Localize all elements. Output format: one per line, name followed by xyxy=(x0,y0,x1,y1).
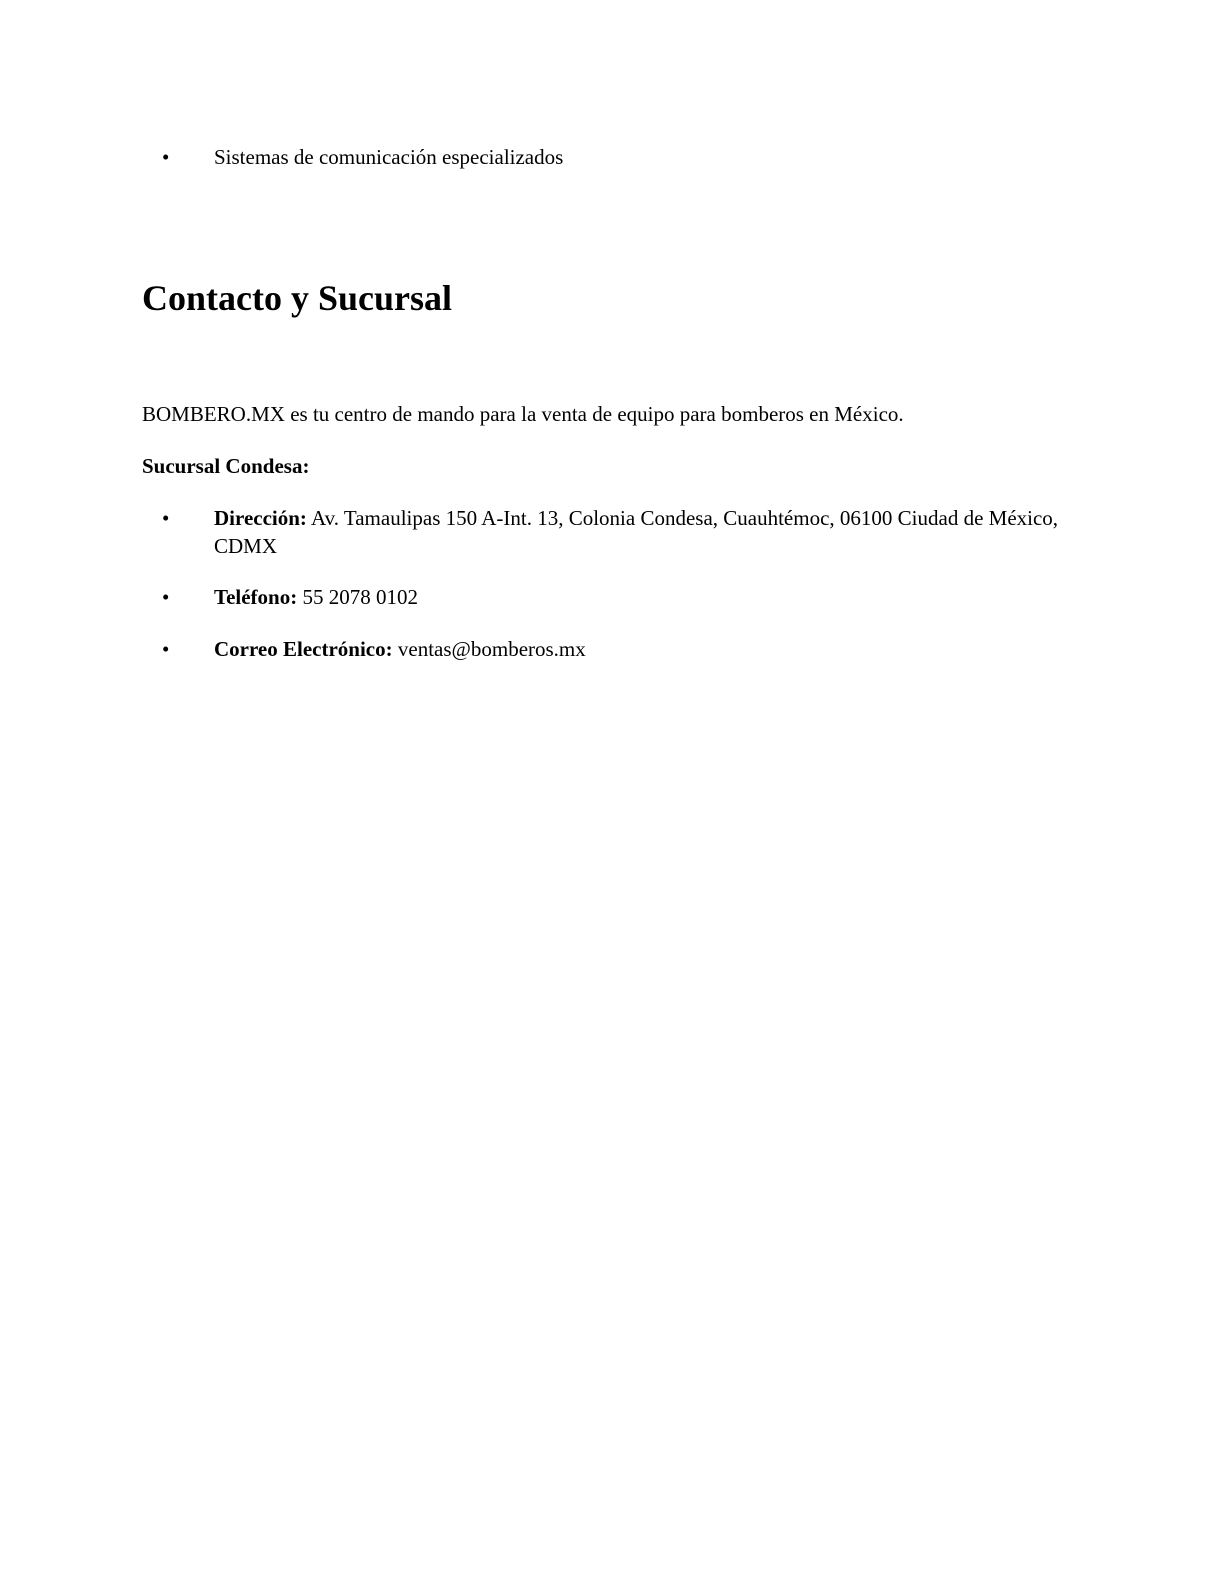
bullet-icon: • xyxy=(162,506,170,530)
address-value: Av. Tamaulipas 150 A-Int. 13, Colonia Condesa, Cuauhtémoc, 06100 Ciudad de México, CDMX xyxy=(214,506,1059,558)
bullet-icon: • xyxy=(162,145,170,169)
intro-paragraph xyxy=(142,400,1072,428)
list-item-text: Sistemas de comunicación especializados xyxy=(214,145,564,169)
email-text xyxy=(214,635,1064,663)
email-value: ventas@bomberos.mx xyxy=(392,637,586,661)
brand-name: BOMBERO.MX xyxy=(142,402,285,426)
phone-text xyxy=(214,583,1064,611)
phone-label: Teléfono: xyxy=(214,585,298,609)
phone-value: 55 2078 0102 xyxy=(297,585,418,609)
intro-text: es tu centro de mando para la venta de equipo para bomberos en México. xyxy=(284,402,904,426)
email-label: Correo Electrónico: xyxy=(214,637,393,661)
bullet-icon: • xyxy=(162,637,170,661)
address-text xyxy=(214,504,1064,560)
branch-title: Sucursal Condesa: xyxy=(142,454,310,478)
section-heading: Contacto y Sucursal xyxy=(142,278,453,318)
address-label: Dirección: xyxy=(214,506,307,530)
bullet-icon: • xyxy=(162,585,170,609)
